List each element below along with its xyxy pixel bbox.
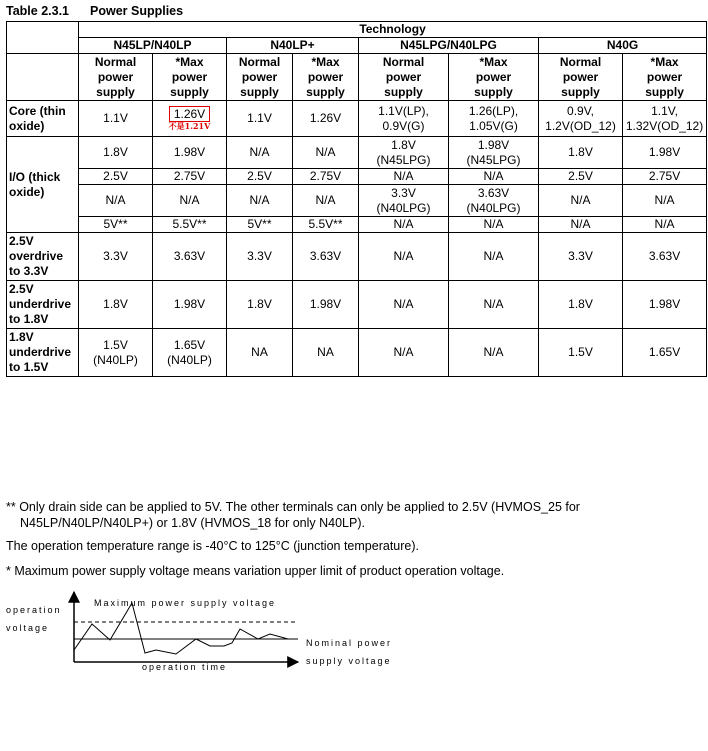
data-cell	[623, 137, 707, 169]
cell-line: power	[475, 69, 512, 84]
cell-line: N/A	[393, 217, 414, 231]
cell-line: to 3.3V	[9, 264, 49, 278]
cell-line: to 1.8V	[9, 312, 49, 326]
cell-line: NA	[251, 345, 268, 359]
cell-line: 2.75V	[648, 169, 681, 183]
cell-line: N/A	[570, 217, 591, 231]
red-annotation: 不是1.21V	[168, 121, 211, 131]
max-voltage-label: Maximum power supply voltage	[94, 598, 277, 608]
cell-line: (N40LP)	[93, 352, 138, 367]
technology-header: Technology	[79, 22, 707, 38]
cell-line: 1.5V	[568, 345, 593, 359]
data-cell	[227, 101, 293, 137]
cell-line: power	[307, 69, 344, 84]
cell-line: N/A	[315, 145, 336, 159]
cell-line: 2.5V	[9, 282, 34, 296]
cell-line: Normal	[382, 54, 425, 69]
table-number: Table 2.3.1	[6, 4, 69, 18]
voltage-waveform	[74, 603, 288, 654]
cell-line: 1.5V	[103, 337, 128, 352]
data-cell	[227, 185, 293, 217]
data-cell	[539, 137, 623, 169]
data-cell	[623, 281, 707, 329]
cell-line: 0.9V(G)	[382, 118, 425, 133]
sub-header	[449, 54, 539, 101]
data-cell	[539, 185, 623, 217]
power-supplies-table	[6, 21, 707, 377]
data-cell	[359, 185, 449, 217]
nominal-label-line-2: supply voltage	[306, 656, 392, 666]
cell-line: 1.98V	[309, 297, 342, 311]
data-cell	[359, 281, 449, 329]
cell-line: 1.1V,	[651, 103, 678, 118]
sub-header	[227, 54, 293, 101]
data-cell	[623, 101, 707, 137]
cell-line: 2.75V	[173, 169, 206, 183]
cell-line: 1.26V	[309, 111, 342, 125]
cell-line: N/A	[393, 169, 414, 183]
cell-line: Core (thin	[9, 103, 66, 118]
corner-cell-lower	[7, 54, 79, 101]
cell-line: 5V**	[103, 217, 128, 231]
cell-line: NA	[317, 345, 334, 359]
cell-line: 5V**	[247, 217, 272, 231]
data-cell	[359, 101, 449, 137]
data-cell	[293, 329, 359, 377]
cell-line: (N45LPG)	[466, 152, 521, 167]
data-cell	[623, 329, 707, 377]
row-label	[7, 233, 79, 281]
cell-line: power	[97, 69, 134, 84]
data-cell	[79, 233, 153, 281]
data-cell	[623, 169, 707, 185]
data-cell	[539, 217, 623, 233]
group-header: N40G	[539, 38, 707, 54]
data-cell	[293, 217, 359, 233]
group-header: N40LP+	[227, 38, 359, 54]
cell-line: power	[646, 69, 683, 84]
cell-line: 3.63V	[477, 185, 510, 200]
cell-line: 2.5V	[247, 169, 272, 183]
cell-line: 3.3V	[247, 249, 272, 263]
cell-line: Normal	[559, 54, 602, 69]
cell-line: 1.8V	[103, 145, 128, 159]
cell-line: 1.98V	[648, 297, 681, 311]
data-cell	[539, 329, 623, 377]
cell-line: power	[171, 69, 208, 84]
cell-line: overdrive	[9, 249, 64, 263]
row-label-core	[7, 101, 79, 137]
data-cell	[449, 281, 539, 329]
row-label	[7, 281, 79, 329]
sub-header	[293, 54, 359, 101]
cell-line: I/O (thick	[9, 169, 61, 184]
cell-line: 0.9V,	[567, 103, 594, 118]
cell-line: 2.5V	[9, 234, 34, 248]
data-cell	[449, 137, 539, 169]
cell-line: supply	[170, 84, 209, 99]
cell-line: N/A	[483, 217, 504, 231]
cell-line: N/A	[570, 193, 591, 207]
data-cell	[79, 281, 153, 329]
cell-line: supply	[474, 84, 513, 99]
data-cell	[539, 169, 623, 185]
data-cell	[293, 169, 359, 185]
data-cell	[79, 217, 153, 233]
cell-line: *Max	[311, 54, 340, 69]
cell-line: oxide)	[9, 184, 45, 199]
cell-line: *Max	[175, 54, 204, 69]
cell-line: Normal	[94, 54, 137, 69]
row-label-io	[7, 137, 79, 233]
data-cell	[79, 101, 153, 137]
cell-line: 1.26(LP),	[468, 103, 519, 118]
cell-line: 2.5V	[568, 169, 593, 183]
cell-line: to 1.5V	[9, 360, 49, 374]
group-header: N45LP/N40LP	[79, 38, 227, 54]
cell-line: *Max	[650, 54, 679, 69]
data-cell	[153, 233, 227, 281]
data-cell	[449, 101, 539, 137]
data-cell	[449, 169, 539, 185]
cell-line: 1.65V	[648, 345, 681, 359]
data-cell	[293, 233, 359, 281]
cell-line: power	[562, 69, 599, 84]
cell-line: 1.8V	[9, 330, 34, 344]
cell-line: power	[385, 69, 422, 84]
data-cell	[449, 185, 539, 217]
data-cell	[79, 185, 153, 217]
cell-line: 5.5V**	[308, 217, 343, 231]
cell-line: 1.8V	[568, 145, 593, 159]
nominal-label-line-1: Nominal power	[306, 638, 393, 648]
data-cell	[153, 185, 227, 217]
cell-line: (N40LP)	[167, 352, 212, 367]
cell-line: N/A	[393, 345, 414, 359]
data-cell	[449, 329, 539, 377]
cell-line: 1.1V(LP),	[378, 103, 429, 118]
data-cell	[359, 233, 449, 281]
x-axis-label: operation time	[142, 662, 228, 672]
data-cell	[79, 137, 153, 169]
data-cell	[79, 169, 153, 185]
sub-header	[79, 54, 153, 101]
row-label	[7, 329, 79, 377]
drain-footnote-line-1: ** Only drain side can be applied to 5V. The other terminals can only be applied to 2.5V (HVMOS_25 for	[6, 500, 580, 514]
data-cell	[293, 281, 359, 329]
data-cell	[623, 233, 707, 281]
data-cell	[293, 137, 359, 169]
cell-line: N/A	[654, 193, 675, 207]
data-cell	[153, 281, 227, 329]
data-cell	[623, 217, 707, 233]
cell-line: N/A	[654, 217, 675, 231]
group-header: N45LPG/N40LPG	[359, 38, 539, 54]
data-cell	[227, 137, 293, 169]
cell-line: N/A	[249, 145, 270, 159]
cell-line: 3.3V	[103, 249, 128, 263]
cell-line: 1.98V	[173, 297, 206, 311]
cell-line: 1.8V	[247, 297, 272, 311]
sub-header	[153, 54, 227, 101]
cell-line: 2.75V	[309, 169, 342, 183]
cell-line: 3.63V	[173, 249, 206, 263]
cell-line: supply	[384, 84, 423, 99]
cell-line: N/A	[179, 193, 200, 207]
corner-cell	[7, 22, 79, 54]
cell-line: 3.63V	[309, 249, 342, 263]
data-cell	[227, 233, 293, 281]
data-cell	[227, 169, 293, 185]
cell-line: underdrive	[9, 297, 72, 311]
cell-line: 1.8V	[391, 137, 416, 152]
sub-header	[359, 54, 449, 101]
sub-header	[623, 54, 707, 101]
data-cell	[449, 217, 539, 233]
cell-line: 1.8V	[103, 297, 128, 311]
data-cell	[623, 185, 707, 217]
cell-line: N/A	[483, 297, 504, 311]
data-cell	[449, 233, 539, 281]
cell-line: 1.65V	[173, 337, 206, 352]
drain-footnote	[6, 499, 580, 531]
data-cell	[153, 329, 227, 377]
cell-line: supply	[240, 84, 279, 99]
table-title: Power Supplies	[90, 4, 184, 18]
data-cell	[293, 185, 359, 217]
data-cell	[227, 329, 293, 377]
table-caption	[6, 4, 183, 18]
cell-line: 3.3V	[391, 185, 416, 200]
cell-line: supply	[306, 84, 345, 99]
y-label-line-2: voltage	[6, 623, 50, 633]
cell-line: N/A	[483, 249, 504, 263]
data-cell	[539, 233, 623, 281]
drain-footnote-line-2: N45LP/N40LP/N40LP+) or 1.8V (HVMOS_18 for only N40LP).	[20, 516, 365, 530]
data-cell	[227, 281, 293, 329]
cell-line: power	[241, 69, 278, 84]
cell-line: (N40LPG)	[466, 200, 521, 215]
data-cell	[539, 101, 623, 137]
cell-line: N/A	[105, 193, 126, 207]
cell-line: 1.1V	[247, 111, 272, 125]
data-cell	[153, 137, 227, 169]
cell-line: 1.1V	[103, 111, 128, 125]
cell-line: Normal	[238, 54, 281, 69]
cell-line: N/A	[315, 193, 336, 207]
cell-line: 3.3V	[568, 249, 593, 263]
cell-line: underdrive	[9, 345, 72, 359]
cell-line: 5.5V**	[172, 217, 207, 231]
cell-line: 1.8V	[568, 297, 593, 311]
data-cell	[359, 137, 449, 169]
cell-line: 1.98V	[477, 137, 510, 152]
cell-line: N/A	[483, 345, 504, 359]
cell-line: 1.32V(OD_12)	[625, 118, 704, 133]
cell-line: 2.5V	[103, 169, 128, 183]
cell-line: supply	[96, 84, 135, 99]
data-cell	[293, 101, 359, 137]
highlight-box: 1.26V	[169, 106, 210, 122]
cell-line: (N45LPG)	[376, 152, 431, 167]
max-supply-note: * Maximum power supply voltage means variation upper limit of product operation voltage.	[6, 564, 505, 578]
data-cell	[153, 169, 227, 185]
cell-line: N/A	[249, 193, 270, 207]
core-max-cell	[153, 101, 227, 137]
data-cell	[153, 217, 227, 233]
data-cell	[79, 329, 153, 377]
cell-line: supply	[561, 84, 600, 99]
data-cell	[227, 217, 293, 233]
cell-line: 1.98V	[648, 145, 681, 159]
cell-line: 1.05V(G)	[469, 118, 518, 133]
cell-line: oxide)	[9, 118, 45, 133]
sub-header	[539, 54, 623, 101]
cell-line: 1.2V(OD_12)	[545, 118, 616, 133]
cell-line: supply	[645, 84, 684, 99]
y-label-line-1: operation	[6, 605, 62, 615]
cell-line: N/A	[393, 297, 414, 311]
cell-line: 3.63V	[648, 249, 681, 263]
data-cell	[359, 329, 449, 377]
data-cell	[359, 217, 449, 233]
data-cell	[539, 281, 623, 329]
cell-line: 1.98V	[173, 145, 206, 159]
cell-line: *Max	[479, 54, 508, 69]
data-cell	[359, 169, 449, 185]
voltage-diagram	[0, 582, 708, 751]
cell-line: N/A	[393, 249, 414, 263]
cell-line: (N40LPG)	[376, 200, 431, 215]
temperature-note: The operation temperature range is -40°C to 125°C (junction temperature).	[6, 539, 419, 553]
cell-line: N/A	[483, 169, 504, 183]
